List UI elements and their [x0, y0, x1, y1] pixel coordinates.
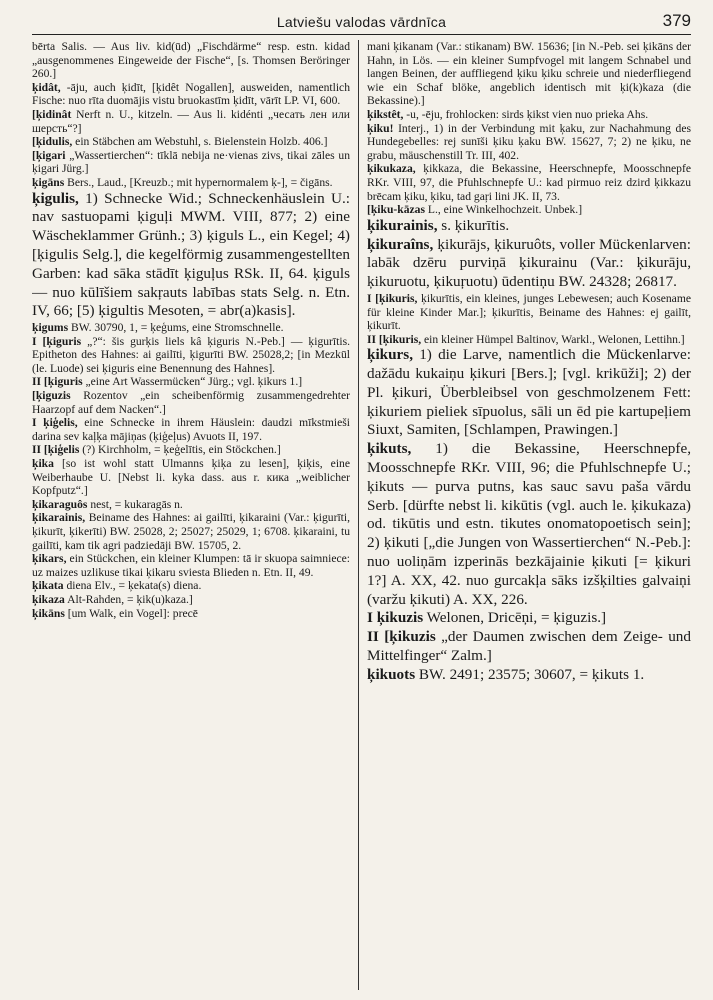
dictionary-entry — [32, 416, 350, 443]
entry-headword: I [ķikuris, — [367, 291, 418, 305]
dictionary-entry — [32, 40, 350, 81]
right-column — [367, 40, 691, 996]
entry-text: s. ķikurītis. — [437, 216, 510, 234]
entry-headword: ķika — [32, 457, 54, 471]
entry-headword: II [ķiģelis — [32, 443, 80, 457]
entry-text: Welonen, Dricēņi, = ķiguzis.] — [423, 609, 607, 627]
dictionary-entry — [32, 607, 350, 621]
dictionary-entry — [32, 81, 350, 108]
entry-headword: ķikukaza, — [367, 162, 416, 176]
column-divider — [358, 40, 359, 990]
entry-headword: ķikata — [32, 579, 64, 593]
entry-text: Alt-Rahden, = ķik(u)kaza.] — [64, 592, 193, 606]
page-header — [32, 10, 691, 35]
dictionary-entry — [367, 609, 691, 628]
dictionary-entry — [32, 498, 350, 512]
entry-headword: [ķigari — [32, 148, 66, 162]
entry-text: ķikurītis, ein kleines, junges Lebewesen; auch Kosename für kleine Kinder Mar.]; ķikurītis, Beiname des Hahnes: ej gailīt, ķikurīt. — [367, 291, 691, 333]
left-column — [32, 40, 350, 996]
entry-headword: ķikurs, — [367, 346, 414, 364]
entry-text: 1) die Larve, namentlich die Mückenlarve: dažādu kukaiņu ķikuri [Bers.]; [vgl. krikūži]; 2) der Pl. ķikuri, Überbleibsel von geschmolzenem Fett: ķikuriem pieliek sīpuolus, sāli un ēd pie kartupeļiem Siuxt, Samiten, [Schlampen, Prawingen.] — [367, 346, 691, 439]
dictionary-entry — [32, 579, 350, 593]
entry-headword: [ķiguzis — [32, 389, 71, 403]
dictionary-entry — [32, 321, 350, 335]
dictionary-entry — [32, 190, 350, 322]
entry-headword: II [ķikuris, — [367, 332, 422, 346]
entry-text: -u, -ēju, frohlocken: sirds ķikst vien nuo prieka Ahs. — [403, 107, 649, 121]
entry-text: Rozentov „ein scheibenförmig zusammengedrehter Haarzopf auf dem Nacken“.] — [32, 389, 350, 416]
entry-headword: ķikars, — [32, 552, 67, 566]
dictionary-entry — [32, 176, 350, 190]
entry-text: diena Elv., = ķekata(s) diena. — [63, 579, 202, 593]
dictionary-entry — [367, 203, 691, 217]
entry-text: BW. 30790, 1, = ķeģums, eine Stromschnelle. — [68, 321, 284, 335]
entry-headword: I [ķiguris — [32, 334, 82, 348]
entry-headword: II [ķikuzis — [367, 628, 436, 646]
entry-text: nest, = kukaragās n. — [87, 497, 183, 511]
entry-headword: ķikuts, — [367, 440, 412, 458]
entry-headword: II [ķiguris — [32, 375, 83, 389]
entry-text: „?“: šis gurķis liels kâ ķiguris N.-Peb.] — ķigurītis. Epitheton des Hahnes: ai gailīti, ķigurīti BW. 25028,2; [in Mezkūl (le. Luode) sei ķiguris eine Benennung des Hahnes]. — [32, 334, 350, 375]
dictionary-entry — [32, 552, 350, 579]
dictionary-entry — [32, 443, 350, 457]
dictionary-entry — [32, 149, 350, 176]
page-number: 379 — [662, 11, 691, 30]
dictionary-entry — [32, 511, 350, 552]
entry-text: BW. 2491; 23575; 30607, = ķikuts 1. — [415, 665, 645, 683]
entry-headword: ķikuots — [367, 665, 416, 683]
entry-text: „Wassertierchen“: tīklā nebija ne·vienas zivs, tikai zāles un ķigari Jürg.] — [32, 148, 350, 176]
entry-headword: ķikāns — [32, 606, 65, 620]
entry-headword: ķikstêt, — [367, 107, 404, 121]
dictionary-title: Latviešu valodas vārdnīca — [276, 14, 447, 30]
entry-text: „der Daumen zwischen dem Zeige- und Mittelfinger“ Zalm.] — [367, 628, 691, 665]
dictionary-entry — [367, 292, 691, 333]
entry-headword: ķikaza — [32, 592, 65, 606]
dictionary-entry — [32, 375, 350, 389]
entry-text: eine Schnecke in ihrem Häuslein: daudzi mīkstmieši darina sev kaļķa mājiņas (ķiģeļus) Avuots II, 197. — [32, 416, 350, 443]
dictionary-entry — [367, 217, 691, 236]
entry-headword: ķigāns — [32, 175, 65, 189]
entry-text: Interj., 1) in der Verbindung mit ķaku, zur Nachahmung des Hundegebelles: rej sunīši ķiku ķaku BW. 15627, 7; 2) ne ķiku, ne grabu, mäuschenstill Tr. III, 402. — [367, 121, 691, 162]
entry-text: Beiname des Hahnes: ai gailīti, ķikaraini (Var.: ķigurīti, ķikurīt, ķikerīti) BW. 25028, 2; 25027; 25029, 1; 6708. ķikaraini, tu gailīti, kam tik agri padziedāji BW. 15705, 2. — [32, 511, 350, 552]
entry-text: [um Walk, ein Vogel]: precē — [64, 606, 198, 620]
entry-text: [so ist wohl statt Ulmanns ķiķa zu lesen], ķiķis, eine Weiberhaube U. [Nebst li. kyka dass. aus r. кика „weiblicher Kopfputz“.] — [32, 457, 350, 498]
dictionary-entry — [32, 593, 350, 607]
entry-headword: ķikaraguôs — [32, 497, 88, 511]
entry-text: Bers., Laud., [Kreuzb.; mit hypernormalem ķ-], = čigāns. — [64, 175, 333, 189]
entry-text: ķikurājs, ķikuruôts, voller Mückenlarven: labāk dzēru purviņā ķikurainu (Var.: ķikurāju, ķikuruotu, ķikuŗuotu) ūdentiņu BW. 24328; 26817. — [367, 235, 691, 291]
entry-headword: ķigums — [32, 321, 69, 335]
dictionary-entry — [367, 440, 691, 609]
dictionary-entry — [367, 628, 691, 666]
entry-text: Nerft n. U., kitzeln. — Aus li. kidénti „чесать лен или шерсть“?] — [32, 107, 350, 135]
dictionary-entry — [367, 333, 691, 347]
entry-headword: ķiku! — [367, 121, 394, 135]
dictionary-entry — [367, 108, 691, 122]
dictionary-entry — [367, 162, 691, 203]
entry-text: ein Stückchen, ein kleiner Klumpen: tā ir skuopa saimniece: uz maizes uzlikuse tikai ķikaru sviesta Blieden n. Etn. II, 49. — [32, 552, 350, 579]
entry-headword: I ķiģelis, — [32, 416, 78, 430]
entry-headword: ķikuraîns, — [367, 235, 434, 253]
entry-text: L., eine Winkelhochzeit. Unbek.] — [425, 203, 583, 217]
entry-text: 1) Schnecke Wid.; Schneckenhäuslein U.: nav sastuopami ķiguļi MWM. VIII, 877; 2) eine Wäscheklammer Grünh.; 3) ķiguls L., ein Kegel; 4) [ķigulis Selg.], die kegelförmig zusammengestellten Garben: kad sāka stādīt ķiguļus RSk. II, 64. ķiguls — nuo kūlīšiem sakŗauts labības stats Selg. n. Etn. IV, 66; [5) ķigultis Mesoten, = abr(a)kasis]. — [32, 189, 350, 320]
dictionary-entry — [32, 335, 350, 376]
entry-headword: [ķiku-kāzas — [367, 203, 425, 217]
entry-text: „eine Art Wassermücken“ Jürg.; vgl. ķikurs 1.] — [82, 375, 303, 389]
dictionary-entry — [32, 108, 350, 135]
dictionary-entry — [367, 122, 691, 163]
dictionary-entry — [32, 135, 350, 149]
entry-text: ķikkaza, die Bekassine, Heerschnepfe, Moosschnepfe RKr. VIII, 97, die Pfuhlschnepfe U.: kad pirmuo reiz dzird ķikkazu brēcam ķiku, ķiku, tad gaŗi lini JK. II, 73. — [367, 162, 691, 203]
entry-text: ein Stäbchen am Webstuhl, s. Bielenstein Holzb. 406.] — [72, 135, 328, 149]
entry-text: (?) Kirchholm, = ķeģelītis, ein Stöckchen.] — [79, 443, 281, 457]
entry-headword: [ķidulis, — [32, 135, 73, 149]
entry-text: mani ķikanam (Var.: stikanam) BW. 15636; [in N.-Peb. sei ķikāns der Hahn, in Lös. — ein kleiner Sumpfvogel mit langem Schnabel und langen Beinen, der auffliegend ķiku ķiku schreie und niederfliegend wie ein Schaf blöke, angeblich identisch mit ķi(k)kaza (die Bekassine).] — [367, 40, 691, 108]
dictionary-entry — [32, 457, 350, 498]
dictionary-entry — [32, 389, 350, 416]
dictionary-entry — [367, 236, 691, 292]
entry-headword: [ķidinât — [32, 107, 72, 121]
dictionary-entry — [367, 666, 691, 685]
entry-headword: ķidât, — [32, 80, 61, 94]
entry-headword: ķikurainis, — [367, 216, 438, 234]
entry-text: -āju, auch ķidīt, [ķidêt Nogallen], ausweiden, namentlich Fische: nuo rīta duomājis vistu bruokastīm ķidīt, vārīt LP. VI, 600. — [32, 80, 350, 108]
entry-text: ein kleiner Hümpel Baltinov, Warkl., Welonen, Lettihn.] — [421, 332, 685, 346]
entry-text: 1) die Bekassine, Heerschnepfe, Moosschnepfe RKr. VIII, 96; die Pfuhlschnepfe U.; ķikuts — purva putns, kas sauc savu paša vārdu Serb. [dürfte nebst li. kikūtis (vgl. auch le. ķikukaza) od. tikūtis und estn. tikutes onomatopoetisch sein]; 2) ķikuti [„die Jungen von Wassertierchen“ N.-Peb.]: nuo uoliņām izperinās bezkājainie ķikuti [= ķikuri 1?] A. XX, 42. nuo gurcakļa sāks izšķilties galvaiņi (varžu ķikuti) A. XX, 226. — [367, 440, 691, 608]
dictionary-entry — [367, 346, 691, 440]
entry-text: bērta Salis. — Aus liv. kid(ūd) „Fischdärme“ resp. estn. kidad „ausgenommenes Eingeweide der Fische“, [s. Thomsen Beröringer 260.] — [32, 40, 350, 81]
entry-headword: ķigulis, — [32, 189, 79, 207]
entry-headword: I ķikuzis — [367, 609, 424, 627]
entry-headword: ķikarainis, — [32, 511, 86, 525]
dictionary-entry — [367, 40, 691, 108]
